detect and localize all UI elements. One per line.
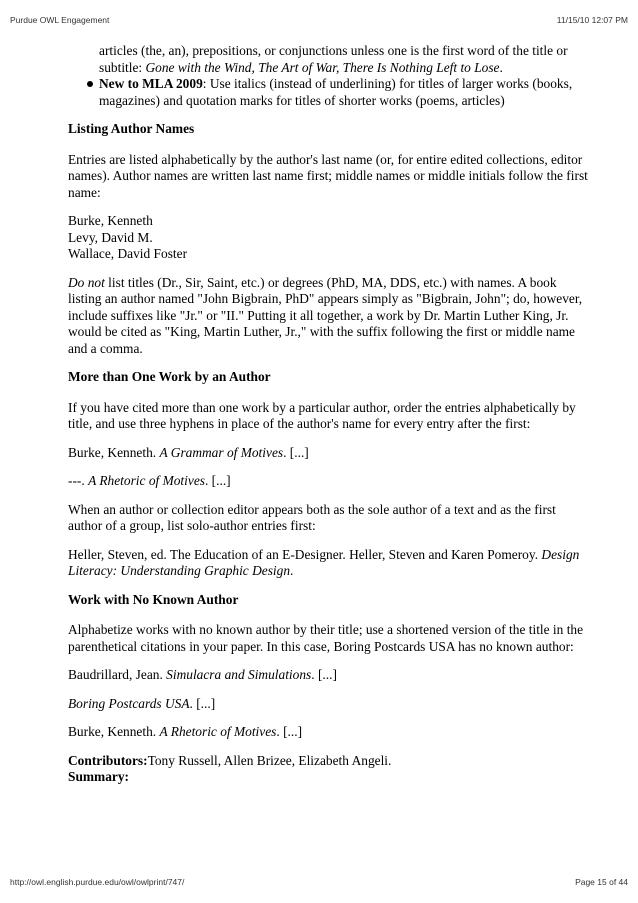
contributors-label: Contributors:	[68, 752, 148, 768]
citation-example: Boring Postcards USA. [...]	[68, 695, 216, 711]
author-name: Levy, David M.	[68, 229, 153, 245]
citation-example: Burke, Kenneth. A Grammar of Motives. [...]	[68, 444, 309, 460]
section-heading-listing-author-names: Listing Author Names	[68, 121, 195, 136]
contributors-names: Tony Russell, Allen Brizee, Elizabeth Angeli.	[147, 752, 392, 768]
bullet-icon	[87, 81, 93, 87]
author-name-examples	[68, 213, 588, 263]
header-timestamp: 11/15/10 12:07 PM	[556, 15, 628, 25]
citation-example: Burke, Kenneth. A Rhetoric of Motives. [...]	[68, 724, 303, 739]
citation-example: Baudrillard, Jean. Simulacra and Simulations. [...]	[68, 667, 337, 682]
mla-2009-label: New to MLA 2009	[99, 76, 203, 91]
summary-label: Summary:	[68, 769, 129, 784]
citation-example: ---. A Rhetoric of Motives. [...]	[68, 473, 231, 488]
paragraph: When an author or collection editor appears both as the sole author of a text and as the first author of a group, list solo-author entries first:	[68, 501, 556, 533]
paragraph: Alphabetize works with no known author by their title; use a shortened version of the title in the parenthetical citations in your paper. In this case, Boring Postcards USA has no known author:	[68, 622, 584, 654]
section-heading-more-than-one-work: More than One Work by an Author	[68, 369, 271, 384]
example-titles: Gone with the Wind, The Art of War, There Is Nothing Left to Lose	[145, 59, 500, 75]
author-name: Burke, Kenneth	[68, 213, 153, 228]
section-heading-no-known-author: Work with No Known Author	[68, 591, 239, 607]
list-item: New to MLA 2009: Use italics (instead of underlining) for titles of larger works (books, magazines) and quotation marks for titles of shorter works (poems, articles)	[68, 76, 588, 109]
page-number: Page 15 of 44	[575, 877, 628, 887]
paragraph: Entries are listed alphabetically by the author's last name (or, for entire edited collections, editor names). Author names are written last name first; middle names or middle initials follow the first name:	[68, 151, 588, 200]
footer-url: http://owl.english.purdue.edu/owl/owlprint/747/	[10, 877, 185, 887]
document-body	[68, 43, 588, 786]
header-title: Purdue OWL Engagement	[10, 15, 110, 25]
capitalization-list	[68, 43, 588, 109]
citation-example: Heller, Steven, ed. The Education of an E-Designer. Heller, Steven and Karen Pomeroy. Design Literacy: Understanding Graphic Design.	[68, 546, 580, 578]
list-item: articles (the, an), prepositions, or conjunctions unless one is the first word of the title or subtitle: Gone with the Wind, The Art of War, There Is Nothing Left to Lose.	[99, 43, 568, 75]
paragraph: If you have cited more than one work by a particular author, order the entries alphabetically by title, and use three hyphens in place of the author's name for every entry after the first:	[68, 399, 576, 431]
paragraph: Do not list titles (Dr., Sir, Saint, etc.) or degrees (PhD, MA, DDS, etc.) with names. A book listing an author named "John Bigbrain, PhD" appears simply as "Bigbrain, John"; do, however, include suffixes like "Jr." or "II." Putting it all together, a work by Dr. Martin Luther King, Jr. would be cited as "King, Martin Luther, Jr.," with the suffix following the first or middle name and a comma.	[68, 274, 583, 356]
author-name: Wallace, David Foster	[68, 246, 188, 261]
contributors	[68, 753, 588, 786]
